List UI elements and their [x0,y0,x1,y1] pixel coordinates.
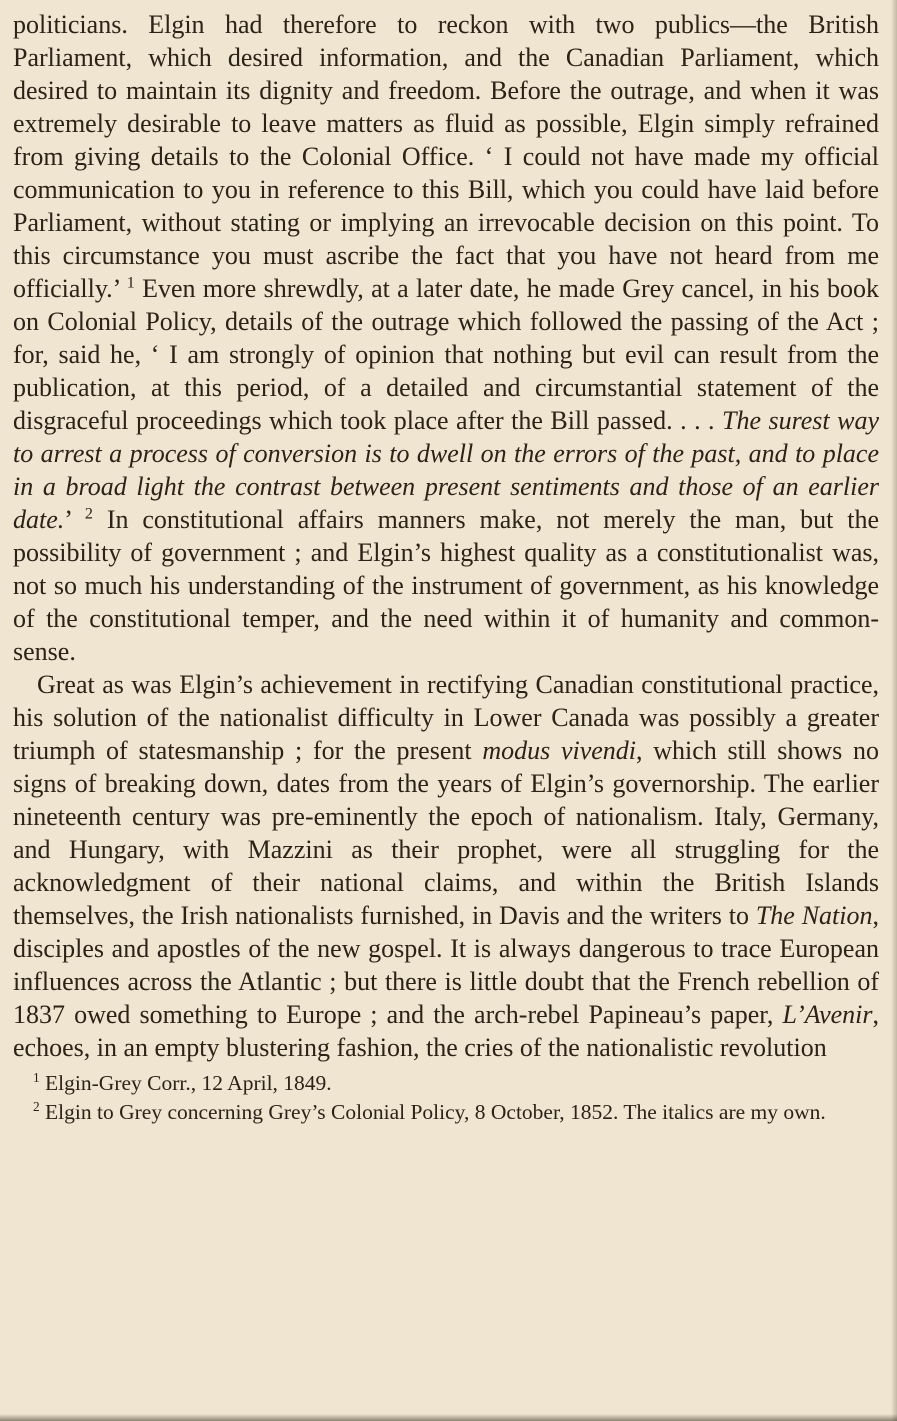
footnotes-section [13,1069,879,1127]
paragraph-nationalist-difficulty: Great as was Elgin’s achievement in rectifying Canadian constitutional practice, his solution of the nationalist difficulty in Lower Canada was possibly a greater triumph of statesmanship ; for the present modus vivendi, which still shows no signs of breaking down, dates from the years of Elgin’s governorship. The earlier nineteenth century was pre-eminently the epoch of nationalism. Italy, Germany, and Hungary, with Mazzini as their prophet, were all struggling for the acknowledgment of their national claims, and within the British Islands themselves, the Irish nationalists furnished, in Davis and the writers to The Nation, disciples and apostles of the new gospel. It is always dangerous to trace European influences across the Atlantic ; but there is little doubt that the French rebellion of 1837 owed something to Europe ; and the arch-rebel Papineau’s paper, L’Avenir, echoes, in an empty blustering fashion, the cries of the nationalistic revolution [13,670,879,1062]
footnote-2: $^2$ Elgin to Grey concerning Grey’s Colonial Policy, 8 October, 1852. The italics are my own. [33,1098,826,1124]
footnote-1: $^1$ Elgin-Grey Corr., 12 April, 1849. [33,1069,332,1095]
paragraph-elgin-two-publics: politicians. Elgin had therefore to reckon with two publics—the British Parliament, which desired information, and the Canadian Parliament, which desired to maintain its dignity and freedom. Before the outrage, and when it was extremely desirable to leave matters as fluid as possible, Elgin simply refrained from giving details to the Colonial Office. ‘ I could not have made my official communication to you in reference to this Bill, which you could have laid before Parliament, without stating or implying an irrevocable decision on this point. To this circumstance you must ascribe the fact that you have not heard from me officially.’ $^1$ Even more shrewdly, at a later date, he made Grey cancel, in his book on Colonial Policy, details of the outrage which followed the passing of the Act ; for, said he, ‘ I am strongly of opinion that nothing but evil can result from the publication, at this period, of a detailed and circumstantial statement of the disgraceful proceedings which took place after the Bill passed. . . . The surest way to arrest a process of conversion is to dwell on the errors of the past, and to place in a broad light the contrast between present sentiments and those of an earlier date.’ $^2$ In constitutional affairs manners make, not merely the man, but the possibility of government ; and Elgin’s highest quality as a constitutionalist was, not so much his understanding of the instrument of government, as his knowledge of the constitutional temper, and the need within it of humanity and common-sense. [13,10,879,666]
